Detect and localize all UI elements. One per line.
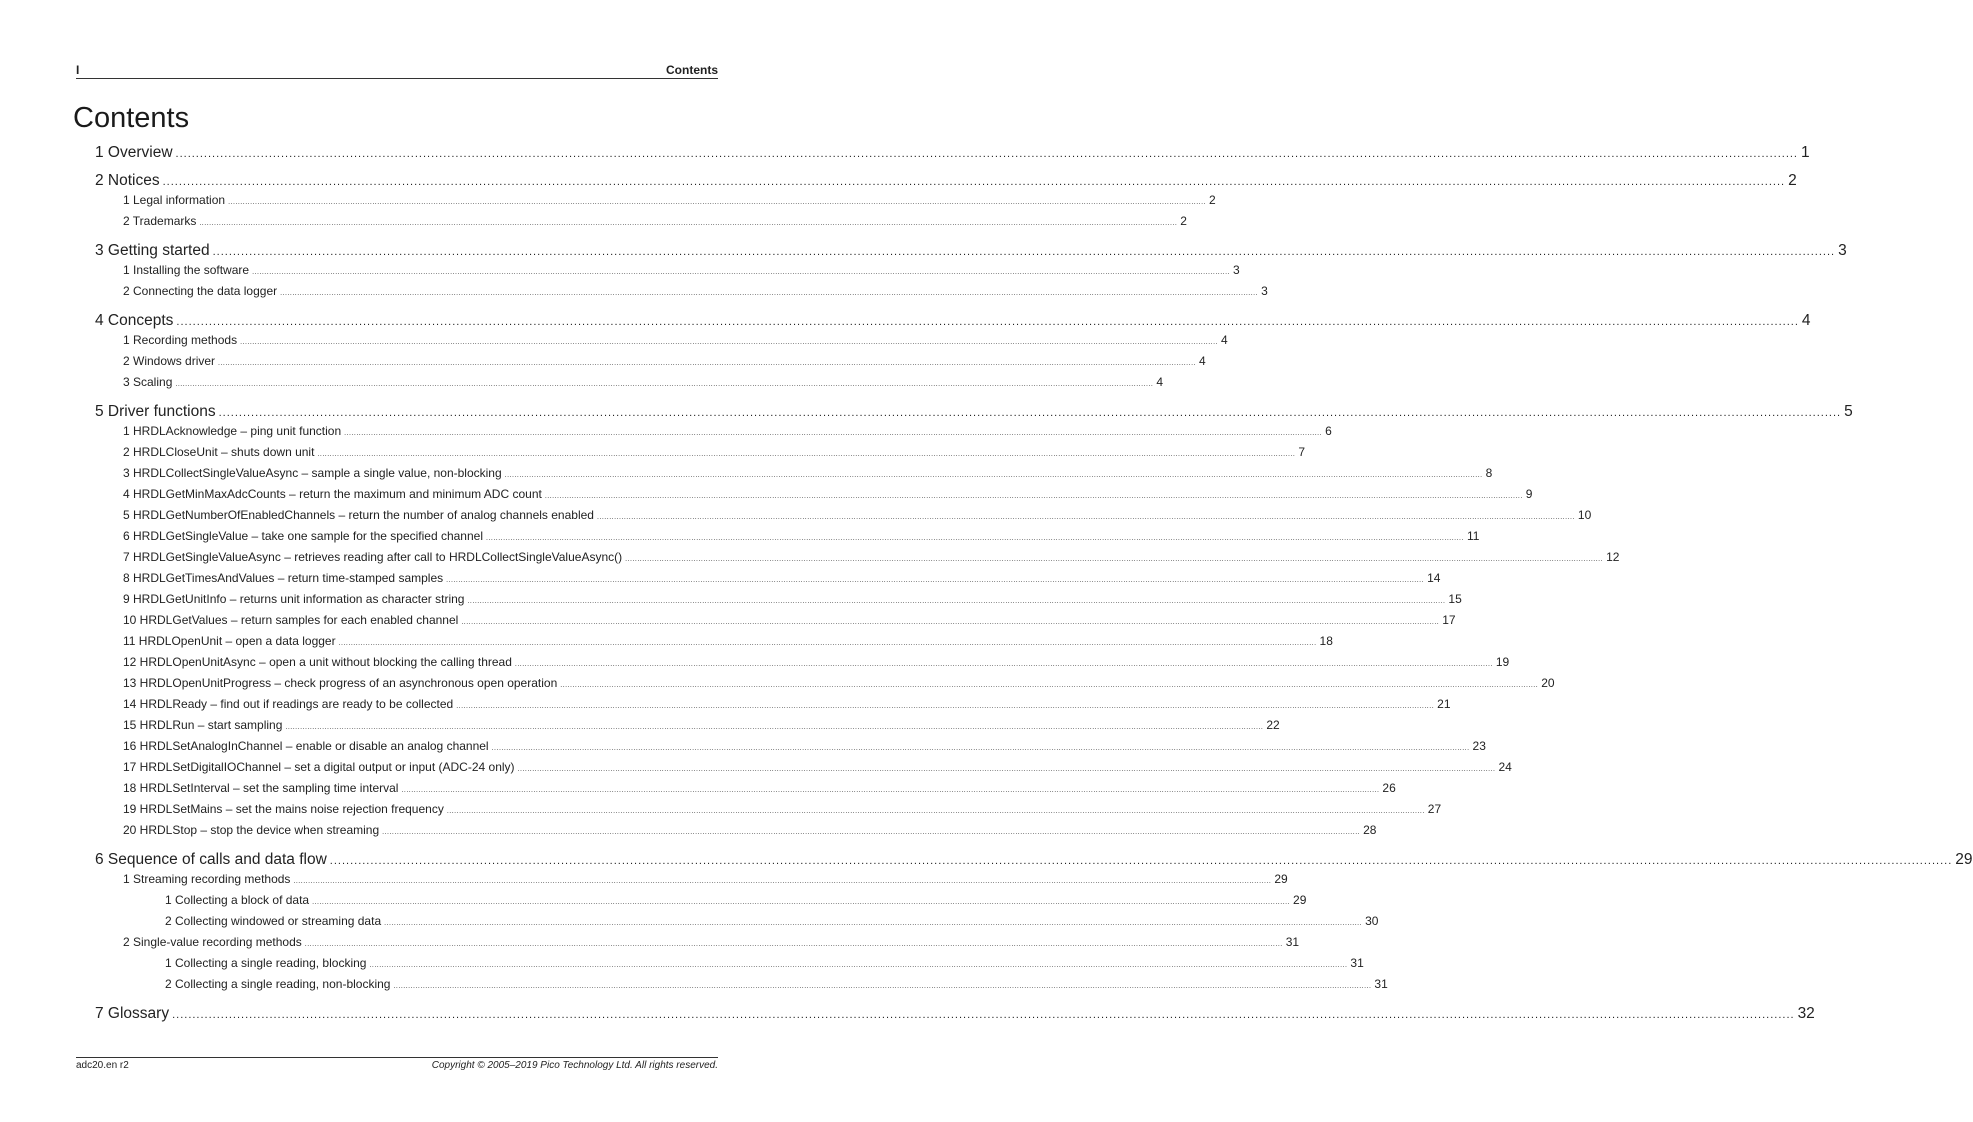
toc-entry-label: 1 Overview	[95, 144, 173, 161]
header-divider	[76, 78, 718, 79]
toc-entry-page: 20	[1541, 676, 1555, 690]
toc-entry[interactable]	[95, 403, 1853, 421]
toc-entry-page: 9	[1525, 487, 1533, 501]
toc-entry-page: 4	[1221, 333, 1228, 347]
toc-entry[interactable]	[123, 613, 1456, 627]
toc-entry-page: 30	[1365, 914, 1379, 928]
toc-entry[interactable]	[123, 550, 1620, 564]
toc-entry-page: 17	[1442, 613, 1456, 627]
toc-dot-leader: ................................................................................................................................................................................................................................................................................................................................................................................................................	[218, 360, 1196, 367]
toc-entry-label: 2 Collecting a single reading, non-blocking	[165, 977, 391, 991]
toc-entry-label: 12 HRDLOpenUnitAsync – open a unit without blocking the calling thread	[123, 655, 512, 669]
toc-entry-page: 28	[1363, 823, 1377, 837]
toc-entry-page: 32	[1797, 1005, 1815, 1022]
toc-entry[interactable]	[123, 739, 1486, 753]
toc-dot-leader: ................................................................................................................................................................................................................................................................................................................................................................................................................	[175, 381, 1154, 388]
toc-entry[interactable]	[123, 634, 1333, 648]
toc-entry-page: 8	[1485, 466, 1493, 480]
toc-entry-page: 6	[1325, 424, 1332, 438]
toc-dot-leader: ................................................................................................................................................................................................................................................................................................................................................................................................................	[228, 199, 1207, 206]
toc-dot-leader: ................................................................................................................................................................................................................................................................................................................................................................................................................	[504, 472, 1483, 479]
toc-entry-label: 4 HRDLGetMinMaxAdcCounts – return the maximum and minimum ADC count	[123, 487, 542, 501]
toc-entry[interactable]	[165, 956, 1364, 970]
toc-entry-label: 2 HRDLCloseUnit – shuts down unit	[123, 445, 315, 459]
toc-entry-label: 1 Installing the software	[123, 263, 250, 277]
toc-entry-label: 1 Legal information	[123, 193, 226, 207]
toc-entry[interactable]	[123, 375, 1163, 389]
toc-entry-label: 6 Sequence of calls and data flow	[95, 851, 327, 868]
toc-dot-leader: ................................................................................................................................................................................................................................................................................................................................................................................................................	[446, 808, 1425, 815]
toc-entry-label: 13 HRDLOpenUnitProgress – check progress of an asynchronous open operation	[123, 676, 558, 690]
toc-entry-page: 7	[1298, 445, 1306, 459]
toc-dot-leader: ................................................................................................................................................................................................................................................................................................................................................................................................................	[393, 983, 1372, 990]
toc-dot-leader: ................................................................................................................................................................................................................................................................................................................................................................................................................	[486, 535, 1464, 542]
toc-dot-leader: ................................................................................................................................................................................................................................................................................................................................................................................................................	[456, 703, 1435, 710]
toc-entry-page: 2	[1209, 193, 1216, 207]
toc-entry-page: 15	[1448, 592, 1462, 606]
toc-entry-label: 5 Driver functions	[95, 403, 216, 420]
toc-dot-leader: ................................................................................................................................................................................................................................................................................................................................................................................................................	[491, 745, 1470, 752]
toc-entry[interactable]	[123, 781, 1396, 795]
toc-dot-leader: ................................................................................................................................................................................................................................................................................................................................................................................................................	[199, 220, 1178, 227]
toc-entry-label: 5 HRDLGetNumberOfEnabledChannels – return the number of analog channels enabled	[123, 508, 594, 522]
toc-entry[interactable]	[123, 193, 1216, 207]
toc-dot-leader: ................................................................................................................................................................................................................................................................................................................................................................................................................	[596, 514, 1575, 521]
toc-entry-label: 8 HRDLGetTimesAndValues – return time-stamped samples	[123, 571, 444, 585]
toc-entry[interactable]	[123, 263, 1240, 277]
toc-entry-page: 31	[1285, 935, 1300, 949]
toc-entry-label: 2 Trademarks	[123, 214, 197, 228]
toc-entry[interactable]	[123, 935, 1300, 949]
footer-divider	[76, 1057, 718, 1058]
toc-entry-label: 3 Getting started	[95, 242, 210, 259]
toc-dot-leader: ................................................................................................................................................................................................................................................................................................................................................................................................................	[175, 148, 1798, 160]
toc-entry[interactable]	[123, 354, 1206, 368]
toc-dot-leader: ................................................................................................................................................................................................................................................................................................................................................................................................................	[280, 290, 1259, 297]
toc-entry-label: 15 HRDLRun – start sampling	[123, 718, 283, 732]
toc-entry[interactable]	[123, 333, 1228, 347]
toc-dot-leader: ................................................................................................................................................................................................................................................................................................................................................................................................................	[517, 766, 1496, 773]
toc-entry[interactable]	[165, 977, 1388, 991]
toc-entry-label: 3 HRDLCollectSingleValueAsync – sample a single value, non-blocking	[123, 466, 502, 480]
toc-dot-leader: ................................................................................................................................................................................................................................................................................................................................................................................................................	[312, 899, 1291, 906]
toc-entry[interactable]	[165, 914, 1379, 928]
toc-dot-leader: ................................................................................................................................................................................................................................................................................................................................................................................................................	[384, 920, 1363, 927]
toc-dot-leader: ................................................................................................................................................................................................................................................................................................................................................................................................................	[338, 640, 1317, 647]
toc-entry[interactable]	[123, 872, 1288, 886]
page-title: Contents	[73, 102, 190, 134]
toc-dot-leader: ................................................................................................................................................................................................................................................................................................................................................................................................................	[514, 661, 1493, 668]
toc-dot-leader: ................................................................................................................................................................................................................................................................................................................................................................................................................	[329, 855, 1953, 867]
toc-dot-leader: ................................................................................................................................................................................................................................................................................................................................................................................................................	[304, 941, 1283, 948]
toc-entry-page: 11	[1466, 529, 1480, 543]
toc-entry[interactable]	[123, 655, 1510, 669]
toc-entry[interactable]	[123, 487, 1533, 501]
toc-entry-label: 3 Scaling	[123, 375, 173, 389]
toc-dot-leader: ................................................................................................................................................................................................................................................................................................................................................................................................................	[446, 577, 1425, 584]
toc-entry-label: 19 HRDLSetMains – set the mains noise rejection frequency	[123, 802, 444, 816]
toc-entry[interactable]	[123, 592, 1462, 606]
toc-entry-page: 4	[1156, 375, 1163, 389]
toc-dot-leader: ................................................................................................................................................................................................................................................................................................................................................................................................................	[560, 682, 1539, 689]
header-section-title: Contents	[666, 63, 718, 77]
toc-dot-leader: ................................................................................................................................................................................................................................................................................................................................................................................................................	[467, 598, 1446, 605]
toc-entry[interactable]	[123, 760, 1512, 774]
footer-copyright: Copyright © 2005–2019 Pico Technology Ltd. All rights reserved.	[431, 1060, 718, 1071]
toc-entry-page: 3	[1261, 284, 1268, 298]
header-page-number: I	[76, 63, 80, 77]
toc-entry[interactable]	[95, 242, 1847, 260]
toc-entry[interactable]	[123, 445, 1306, 459]
toc-entry-page: 26	[1382, 781, 1396, 795]
toc-entry-label: 10 HRDLGetValues – return samples for each enabled channel	[123, 613, 459, 627]
toc-entry[interactable]	[95, 172, 1797, 190]
toc-entry-label: 7 Glossary	[95, 1005, 170, 1022]
toc-dot-leader: ................................................................................................................................................................................................................................................................................................................................................................................................................	[344, 430, 1323, 437]
toc-entry[interactable]	[95, 851, 1973, 869]
toc-entry[interactable]	[123, 676, 1555, 690]
toc-dot-leader: ................................................................................................................................................................................................................................................................................................................................................................................................................	[252, 269, 1231, 276]
toc-entry-page: 5	[1844, 403, 1853, 420]
toc-entry-page: 21	[1437, 697, 1451, 711]
toc-entry-label: 1 Collecting a block of data	[165, 893, 310, 907]
toc-entry-label: 2 Connecting the data logger	[123, 284, 278, 298]
toc-entry-label: 7 HRDLGetSingleValueAsync – retrieves reading after call to HRDLCollectSingleValueAsync()	[123, 550, 623, 564]
toc-entry-page: 22	[1266, 718, 1280, 732]
toc-dot-leader: ................................................................................................................................................................................................................................................................................................................................................................................................................	[218, 407, 1842, 419]
toc-entry-label: 1 Collecting a single reading, blocking	[165, 956, 367, 970]
toc-entry-label: 1 HRDLAcknowledge – ping unit function	[123, 424, 342, 438]
toc-entry-label: 4 Concepts	[95, 312, 174, 329]
toc-entry[interactable]	[123, 802, 1442, 816]
toc-dot-leader: ................................................................................................................................................................................................................................................................................................................................................................................................................	[317, 451, 1296, 458]
toc-entry[interactable]	[165, 893, 1307, 907]
toc-entry-page: 14	[1427, 571, 1441, 585]
toc-entry-label: 2 Windows driver	[123, 354, 216, 368]
toc-dot-leader: ................................................................................................................................................................................................................................................................................................................................................................................................................	[240, 339, 1219, 346]
toc-entry-label: 14 HRDLReady – find out if readings are ready to be collected	[123, 697, 454, 711]
toc-dot-leader: ................................................................................................................................................................................................................................................................................................................................................................................................................	[172, 1009, 1795, 1021]
toc-entry-page: 31	[1374, 977, 1388, 991]
toc-entry[interactable]	[123, 424, 1332, 438]
toc-entry-page: 24	[1498, 760, 1512, 774]
toc-entry-label: 2 Single-value recording methods	[123, 935, 302, 949]
toc-entry-page: 23	[1472, 739, 1486, 753]
toc-entry-page: 29	[1293, 893, 1307, 907]
toc-entry-label: 16 HRDLSetAnalogInChannel – enable or disable an analog channel	[123, 739, 489, 753]
toc-dot-leader: ................................................................................................................................................................................................................................................................................................................................................................................................................	[461, 619, 1440, 626]
toc-dot-leader: ................................................................................................................................................................................................................................................................................................................................................................................................................	[285, 724, 1264, 731]
toc-entry-page: 2	[1788, 172, 1797, 189]
toc-entry[interactable]	[123, 718, 1280, 732]
toc-entry-page: 12	[1606, 550, 1620, 564]
toc-entry-page: 2	[1180, 214, 1187, 228]
toc-entry[interactable]	[123, 508, 1592, 522]
toc-entry[interactable]	[123, 697, 1451, 711]
toc-dot-leader: ................................................................................................................................................................................................................................................................................................................................................................................................................	[293, 878, 1272, 885]
toc-entry[interactable]	[95, 144, 1810, 162]
toc-entry[interactable]	[123, 284, 1268, 298]
toc-entry-page: 4	[1198, 354, 1206, 368]
toc-entry[interactable]	[123, 466, 1493, 480]
toc-entry-label: 2 Notices	[95, 172, 160, 189]
toc-entry-label: 18 HRDLSetInterval – set the sampling time interval	[123, 781, 399, 795]
toc-entry-page: 3	[1838, 242, 1847, 259]
toc-dot-leader: ................................................................................................................................................................................................................................................................................................................................................................................................................	[212, 246, 1836, 258]
toc-entry-label: 6 HRDLGetSingleValue – take one sample for the specified channel	[123, 529, 483, 543]
toc-entry-label: 1 Recording methods	[123, 333, 238, 347]
toc-entry[interactable]	[123, 571, 1441, 585]
toc-entry-label: 1 Streaming recording methods	[123, 872, 291, 886]
toc-entry-page: 18	[1319, 634, 1333, 648]
toc-entry-page: 29	[1274, 872, 1288, 886]
toc-dot-leader: ................................................................................................................................................................................................................................................................................................................................................................................................................	[162, 176, 1786, 188]
footer-document-id: adc20.en r2	[76, 1060, 129, 1071]
toc-entry-page: 31	[1350, 956, 1364, 970]
toc-entry-page: 1	[1801, 144, 1810, 161]
toc-entry-page: 29	[1955, 851, 1973, 868]
toc-entry-page: 3	[1233, 263, 1240, 277]
toc-entry-label: 2 Collecting windowed or streaming data	[165, 914, 382, 928]
toc-entry-label: 20 HRDLStop – stop the device when streaming	[123, 823, 380, 837]
toc-dot-leader: ................................................................................................................................................................................................................................................................................................................................................................................................................	[625, 556, 1604, 563]
toc-entry-page: 10	[1577, 508, 1592, 522]
toc-entry[interactable]	[95, 1005, 1815, 1023]
toc-dot-leader: ................................................................................................................................................................................................................................................................................................................................................................................................................	[369, 962, 1348, 969]
toc-dot-leader: ................................................................................................................................................................................................................................................................................................................................................................................................................	[382, 829, 1361, 836]
toc-entry[interactable]	[123, 529, 1480, 543]
toc-entry[interactable]	[123, 823, 1377, 837]
toc-entry[interactable]	[95, 312, 1811, 330]
toc-entry-label: 9 HRDLGetUnitInfo – returns unit information as character string	[123, 592, 465, 606]
toc-dot-leader: ................................................................................................................................................................................................................................................................................................................................................................................................................	[401, 787, 1380, 794]
toc-dot-leader: ................................................................................................................................................................................................................................................................................................................................................................................................................	[176, 316, 1799, 328]
toc-entry-label: 11 HRDLOpenUnit – open a data logger	[123, 634, 336, 648]
toc-entry[interactable]	[123, 214, 1187, 228]
toc-entry-page: 4	[1801, 312, 1811, 329]
toc-entry-page: 27	[1427, 802, 1442, 816]
toc-entry-page: 19	[1495, 655, 1510, 669]
toc-dot-leader: ................................................................................................................................................................................................................................................................................................................................................................................................................	[544, 493, 1523, 500]
toc-entry-label: 17 HRDLSetDigitalIOChannel – set a digital output or input (ADC-24 only)	[123, 760, 515, 774]
